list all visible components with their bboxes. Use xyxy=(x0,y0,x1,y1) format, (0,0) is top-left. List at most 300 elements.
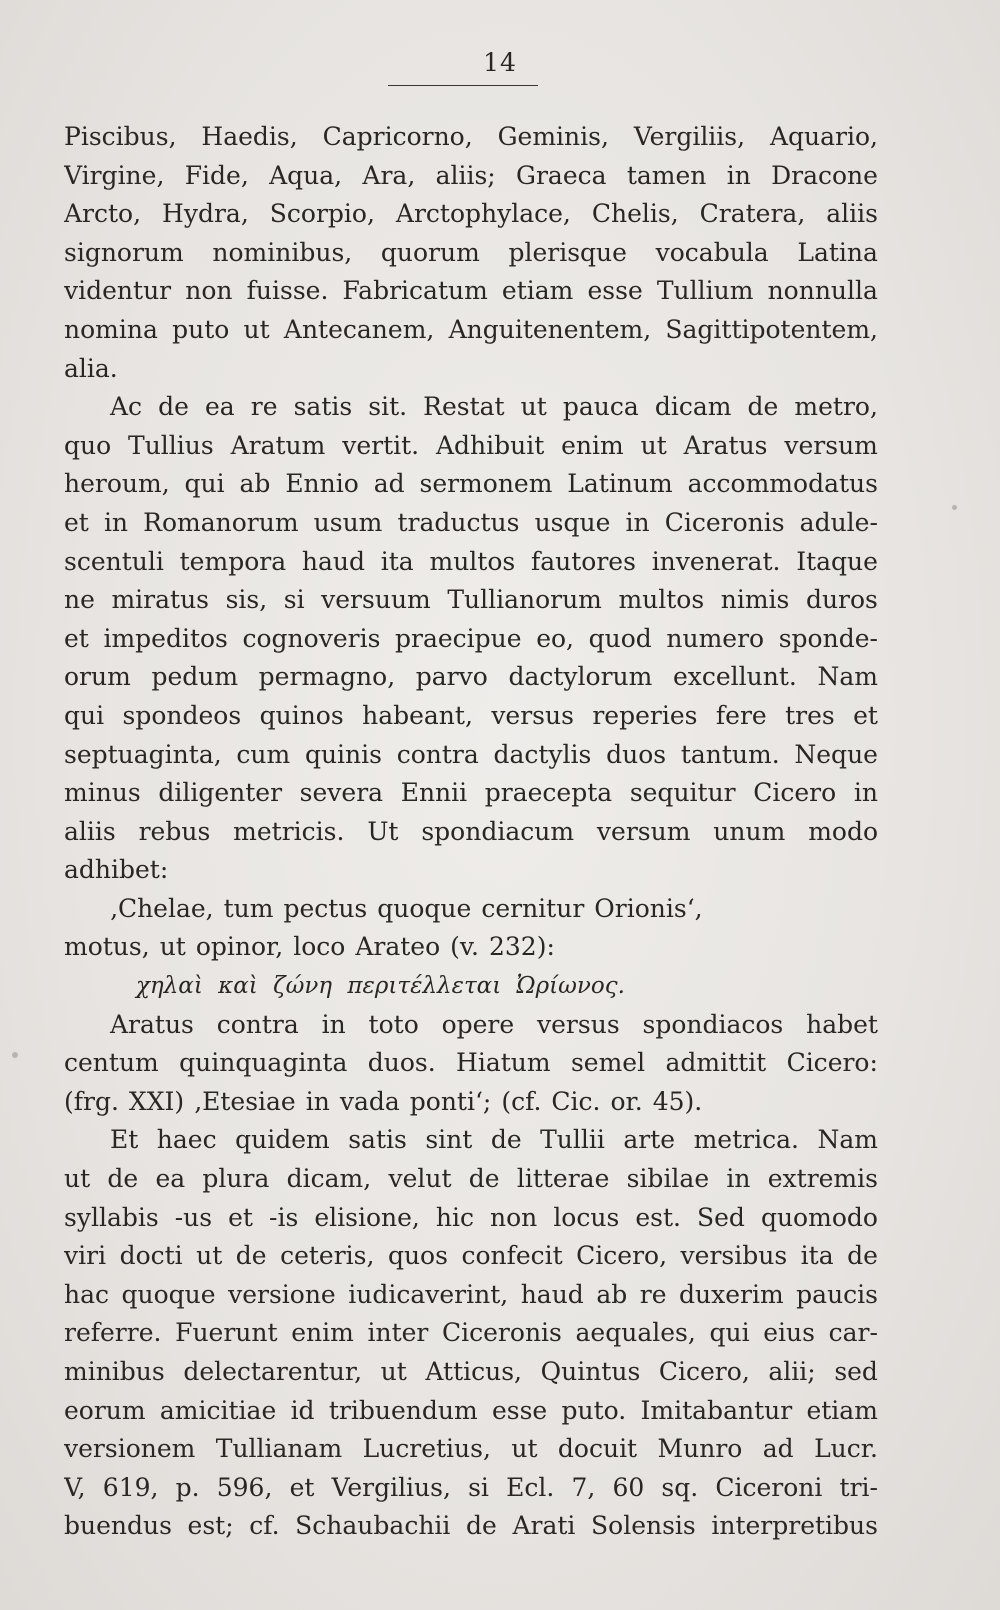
word: de xyxy=(235,1241,267,1271)
word: inter xyxy=(367,1318,429,1348)
word: ‚Chelae, xyxy=(110,893,214,923)
word: tantum. xyxy=(680,739,780,769)
word: metricis. xyxy=(233,816,345,846)
word: signorum xyxy=(64,237,184,267)
word: quo xyxy=(64,430,112,460)
word: id xyxy=(290,1395,315,1425)
word: spondeos xyxy=(122,700,242,730)
word: adhibet: xyxy=(64,855,169,885)
word: duos. xyxy=(367,1048,436,1078)
word: pauca xyxy=(562,392,639,422)
word: (frg. xyxy=(64,1086,119,1116)
text-line xyxy=(64,813,878,852)
word: praecipue xyxy=(395,623,522,653)
word: permagno, xyxy=(258,662,396,692)
word: aliis xyxy=(826,199,878,229)
word: ad xyxy=(762,1434,794,1464)
word: amicitiae xyxy=(159,1395,277,1425)
word: spondiacum xyxy=(421,816,575,846)
word: centum xyxy=(64,1048,159,1078)
word: Nam xyxy=(817,1125,878,1155)
word: toto xyxy=(368,1009,419,1039)
word: heroum, xyxy=(64,469,170,499)
word: de xyxy=(158,392,189,422)
word: in xyxy=(726,160,751,190)
text-line xyxy=(64,697,878,736)
word: p. xyxy=(175,1472,200,1502)
word: Adhibuit xyxy=(435,430,545,460)
word: or. xyxy=(610,1086,643,1116)
text-line xyxy=(64,1160,878,1199)
word: in xyxy=(305,1086,330,1116)
word: enim xyxy=(291,1318,354,1348)
word: fuisse. xyxy=(246,276,329,306)
word: Nam xyxy=(817,662,878,692)
word: Virgine, xyxy=(64,160,165,190)
word: alii; xyxy=(768,1357,816,1386)
word: ceteris, xyxy=(280,1241,375,1271)
word: duos xyxy=(606,739,667,769)
word: minibus xyxy=(64,1357,165,1386)
word: sint xyxy=(425,1125,473,1155)
word: Capricorno, xyxy=(322,122,473,151)
word: eorum xyxy=(64,1395,146,1425)
word: multos xyxy=(618,585,705,615)
word: vada xyxy=(339,1086,400,1116)
word: ut xyxy=(196,1241,223,1271)
text-line xyxy=(64,1006,878,1045)
word: Tullianorum xyxy=(447,585,602,615)
word: contra xyxy=(216,1009,299,1039)
text-line xyxy=(64,272,878,311)
text-line xyxy=(64,388,878,427)
word: Ciceronis xyxy=(442,1318,562,1348)
word: reperies xyxy=(592,700,698,730)
word: rebus xyxy=(138,816,211,846)
word: esse xyxy=(491,1395,548,1425)
word: Arctophylace, xyxy=(395,199,571,229)
word: extremis xyxy=(767,1164,878,1194)
word: XXI) xyxy=(128,1086,185,1116)
text-line xyxy=(64,1430,878,1469)
word: Dracone xyxy=(771,160,878,190)
word: interpretibus xyxy=(711,1511,878,1541)
word: ut xyxy=(380,1357,407,1386)
word: Tullianam xyxy=(215,1434,343,1464)
word: Ut xyxy=(367,816,399,846)
word: qui xyxy=(184,469,225,499)
word: parvo xyxy=(415,662,488,692)
word: Fide, xyxy=(184,160,249,190)
text-line xyxy=(64,928,878,967)
word: Itaque xyxy=(796,546,878,576)
text-line xyxy=(64,1237,878,1276)
word: severa xyxy=(299,778,384,808)
word: ut xyxy=(243,314,270,344)
word: quomodo xyxy=(760,1202,878,1232)
word: videntur xyxy=(64,276,172,306)
word: tres xyxy=(785,700,835,730)
text-line xyxy=(64,427,878,466)
text-line xyxy=(64,1353,878,1392)
word: nonnulla xyxy=(767,276,878,306)
text-line xyxy=(64,1392,878,1431)
word: 7, xyxy=(571,1472,596,1502)
word: Geminis, xyxy=(497,122,609,151)
word: fere xyxy=(715,700,767,730)
word: ea xyxy=(155,1164,186,1194)
word: ita xyxy=(800,1241,834,1271)
word: Anguitenentem, xyxy=(448,314,652,344)
word: referre. xyxy=(64,1318,162,1348)
word: nomina xyxy=(64,314,158,344)
word: invenerat. xyxy=(651,546,781,576)
word: velut xyxy=(388,1164,452,1194)
word: non xyxy=(185,276,233,306)
body-text xyxy=(64,118,878,1546)
word: cf. xyxy=(249,1511,280,1541)
word: litterae xyxy=(516,1164,610,1194)
word: et xyxy=(64,623,89,653)
paper-speck xyxy=(952,505,957,510)
word: 596, xyxy=(216,1472,273,1502)
word: ut xyxy=(520,392,547,422)
word: plerisque xyxy=(508,237,627,267)
word: Cicero: xyxy=(786,1048,878,1078)
word: Schaubachii xyxy=(295,1511,451,1541)
word: pedum xyxy=(151,662,239,692)
text-line xyxy=(64,1044,878,1083)
word: quorum xyxy=(380,237,480,267)
word: syllabis xyxy=(64,1202,159,1232)
word: de xyxy=(466,1511,497,1541)
word: ab xyxy=(596,1279,628,1309)
word: duxerim xyxy=(679,1279,784,1309)
word: Fabricatum xyxy=(342,276,488,306)
word: cernitur xyxy=(481,893,585,923)
word: si xyxy=(468,1472,489,1502)
word: Imitabantur xyxy=(640,1395,793,1425)
word: sq. xyxy=(661,1472,699,1502)
word: fautores xyxy=(530,546,636,576)
text-line xyxy=(64,1314,878,1353)
word: Piscibus, xyxy=(64,122,177,151)
word: sibilae xyxy=(626,1164,710,1194)
word: Latina xyxy=(797,237,878,267)
word: Ciceroni xyxy=(715,1472,823,1502)
word: puto xyxy=(172,314,230,344)
word: Arcto, xyxy=(64,199,142,229)
word: in xyxy=(625,507,650,537)
word: aliis xyxy=(64,816,116,846)
word: satis xyxy=(348,1125,407,1155)
word: in xyxy=(103,507,129,537)
word: in xyxy=(321,1009,346,1039)
word: de xyxy=(847,1241,878,1271)
word: loco xyxy=(293,932,346,962)
word: Sed xyxy=(696,1202,745,1232)
word: dicam, xyxy=(286,1164,372,1194)
word: Munro xyxy=(657,1434,743,1464)
page-number: 14 xyxy=(483,48,517,77)
text-line xyxy=(64,851,878,890)
word: miratus xyxy=(111,585,210,615)
word: cum xyxy=(236,739,291,769)
word: versum xyxy=(596,816,691,846)
word: versionem xyxy=(64,1434,196,1464)
word: contra xyxy=(396,739,479,769)
word: Ara, xyxy=(362,160,416,190)
word: aliis; xyxy=(435,160,496,190)
word: V, xyxy=(64,1472,86,1502)
word: sed xyxy=(834,1357,878,1386)
word: 45). xyxy=(652,1086,703,1116)
text-line xyxy=(64,1121,878,1160)
word: Cratera, xyxy=(699,199,806,229)
text-line xyxy=(64,465,878,504)
word: puto. xyxy=(561,1395,627,1425)
word: (v. xyxy=(450,932,479,962)
text-line xyxy=(64,658,878,697)
word: Sagittipotentem, xyxy=(665,314,878,344)
text-line xyxy=(64,350,878,389)
word: dicam xyxy=(654,392,732,422)
word: impeditos xyxy=(103,623,228,653)
word: sit. xyxy=(368,392,408,422)
text-line xyxy=(64,157,878,196)
word: sis, xyxy=(225,585,268,615)
word: et xyxy=(853,700,878,730)
word: et xyxy=(64,507,89,537)
word: Atticus, xyxy=(425,1357,522,1386)
word: versione xyxy=(228,1279,336,1309)
word: (cf. xyxy=(501,1086,542,1116)
word: enim xyxy=(561,430,624,460)
word: Haedis, xyxy=(201,122,298,151)
word: iudicaverint, xyxy=(348,1279,509,1309)
word: Scorpio, xyxy=(269,199,375,229)
word: septuaginta, xyxy=(64,739,222,769)
word: Vergiliis, xyxy=(633,122,746,151)
word: qui xyxy=(709,1318,750,1348)
word: tamen xyxy=(626,160,707,190)
word: 619, xyxy=(102,1472,159,1502)
word: Chelis, xyxy=(591,199,679,229)
word: nominibus, xyxy=(212,237,353,267)
word: hac xyxy=(64,1279,110,1309)
word: Aquario, xyxy=(769,122,878,151)
word: ea xyxy=(205,392,235,422)
word: tribuendum xyxy=(328,1395,478,1425)
text-line xyxy=(64,195,878,234)
word: Cicero, xyxy=(658,1357,750,1386)
word: ut xyxy=(640,430,667,460)
word: quos xyxy=(387,1241,448,1271)
word: Graeca xyxy=(516,160,607,190)
text-line xyxy=(64,311,878,350)
text-line xyxy=(64,1199,878,1238)
word: plura xyxy=(202,1164,270,1194)
word: Arateo xyxy=(355,932,441,962)
word: Fuerunt xyxy=(175,1318,278,1348)
word: versus xyxy=(491,700,574,730)
word: etiam xyxy=(806,1395,878,1425)
word: duros xyxy=(805,585,878,615)
word: non xyxy=(490,1202,538,1232)
word: ab xyxy=(239,469,271,499)
text-line xyxy=(64,967,878,1006)
word: Orionis‘, xyxy=(594,893,703,923)
word: de xyxy=(490,1125,522,1155)
word: habet xyxy=(806,1009,878,1039)
word: habeant, xyxy=(362,700,473,730)
word: traductus xyxy=(397,507,520,537)
word: Cicero xyxy=(753,778,837,808)
word: paucis xyxy=(796,1279,878,1309)
text-line xyxy=(64,774,878,813)
page-number-rule xyxy=(388,85,538,86)
word: est; xyxy=(187,1511,234,1541)
word: Solensis xyxy=(591,1511,696,1541)
word: viri xyxy=(64,1241,107,1271)
word: re xyxy=(639,1279,667,1309)
word: versibus xyxy=(680,1241,788,1271)
word: Cicero, xyxy=(576,1241,668,1271)
word: car- xyxy=(828,1318,878,1348)
word: haud xyxy=(301,546,365,576)
text-line xyxy=(64,543,878,582)
word: satis xyxy=(293,392,353,422)
word: 60 xyxy=(612,1472,645,1502)
word: motus, xyxy=(64,932,150,962)
word: quod xyxy=(588,623,652,653)
word: confecit xyxy=(461,1241,563,1271)
word: quidem xyxy=(235,1125,330,1155)
word: et xyxy=(228,1202,253,1232)
word: modo xyxy=(808,816,878,846)
word: Aratum xyxy=(230,430,326,460)
word: Tullium xyxy=(656,276,754,306)
word: dactylis xyxy=(493,739,592,769)
word: versum xyxy=(784,430,878,460)
word: Neque xyxy=(794,739,878,769)
word: Aqua, xyxy=(269,160,343,190)
word: haec xyxy=(156,1125,217,1155)
word: ad xyxy=(373,469,405,499)
word: Arati xyxy=(512,1511,576,1541)
word: ut xyxy=(159,932,186,962)
word: alia. xyxy=(64,353,118,383)
word: tri- xyxy=(839,1472,878,1502)
word: Ciceronis xyxy=(664,507,785,537)
word: semel xyxy=(570,1048,646,1078)
word: vertit. xyxy=(342,430,420,460)
word: quinis xyxy=(304,739,382,769)
word: -is xyxy=(269,1202,299,1232)
word: accommodatus xyxy=(687,469,878,499)
word: Cic. xyxy=(551,1086,601,1116)
text-line xyxy=(64,234,878,273)
word: re xyxy=(250,392,278,422)
word: buendus xyxy=(64,1511,172,1541)
word: quinos xyxy=(259,700,344,730)
word: sponde- xyxy=(778,623,878,653)
word: elisione, xyxy=(314,1202,420,1232)
word: metro, xyxy=(794,392,878,422)
word: est. xyxy=(635,1202,681,1232)
word: pectus xyxy=(283,893,368,923)
word: dactylorum xyxy=(508,662,653,692)
word: praecepta xyxy=(484,778,613,808)
word: spondiacos xyxy=(642,1009,784,1039)
word: usque xyxy=(534,507,611,537)
word: Aratus xyxy=(110,1009,194,1039)
word: docti xyxy=(119,1241,183,1271)
word: Ennio xyxy=(285,469,359,499)
word: Ac xyxy=(110,392,143,422)
word: ponti‘; xyxy=(409,1086,492,1116)
text-line xyxy=(64,581,878,620)
word: Lucretius, xyxy=(362,1434,491,1464)
word: Quintus xyxy=(540,1357,641,1386)
text-line xyxy=(64,890,878,929)
word: qui xyxy=(64,700,105,730)
word: adule- xyxy=(799,507,878,537)
word: quinquaginta xyxy=(179,1048,348,1078)
word: haud xyxy=(520,1279,584,1309)
word: Tullii xyxy=(540,1125,605,1155)
greek-verse: χηλαὶ καὶ ζώνη περιτέλλεται Ὠρίωνος. xyxy=(136,973,625,1000)
word: etiam xyxy=(501,276,574,306)
word: Romanorum xyxy=(143,507,299,537)
word: -us xyxy=(174,1202,213,1232)
word: ut xyxy=(511,1434,538,1464)
word: Latinum xyxy=(567,469,673,499)
word: numero xyxy=(666,623,765,653)
word: diligenter xyxy=(158,778,283,808)
word: arte xyxy=(623,1125,676,1155)
word: Vergilius, xyxy=(331,1472,451,1502)
word: Lucr. xyxy=(814,1434,878,1464)
text-line xyxy=(64,1083,878,1122)
word: orum xyxy=(64,662,131,692)
word: Tullius xyxy=(128,430,214,460)
word: Et xyxy=(110,1125,139,1155)
word: cognoveris xyxy=(242,623,381,653)
word: nimis xyxy=(720,585,790,615)
text-line xyxy=(64,620,878,659)
word: scentuli xyxy=(64,546,164,576)
word: docuit xyxy=(557,1434,638,1464)
word: locus xyxy=(553,1202,620,1232)
word: ‚Etesiae xyxy=(194,1086,296,1116)
word: si xyxy=(283,585,305,615)
paper-speck xyxy=(12,1052,18,1058)
word: de xyxy=(468,1164,500,1194)
word: Hiatum xyxy=(456,1048,551,1078)
word: opinor, xyxy=(195,932,284,962)
word: excellunt. xyxy=(672,662,797,692)
word: ut xyxy=(64,1164,91,1194)
word: in xyxy=(726,1164,751,1194)
word: metrica. xyxy=(693,1125,799,1155)
word: eo, xyxy=(536,623,574,653)
word: ita xyxy=(380,546,414,576)
word: sequitur xyxy=(629,778,736,808)
word: quoque xyxy=(121,1279,216,1309)
word: Restat xyxy=(423,392,505,422)
text-line xyxy=(64,736,878,775)
